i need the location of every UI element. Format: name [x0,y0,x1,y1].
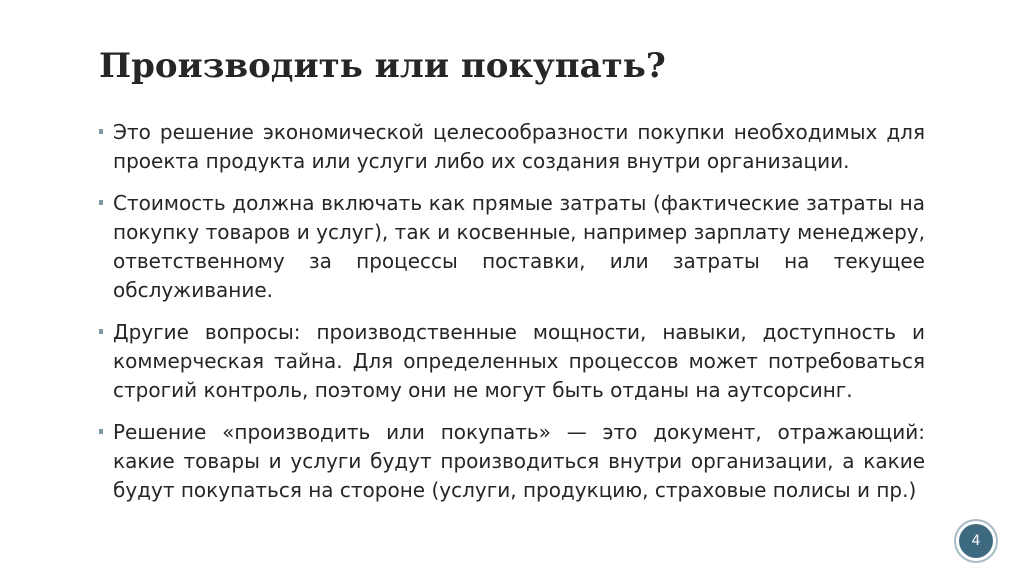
slide-title: Производить или покупать? [99,46,666,86]
bullet-marker-icon [99,329,103,334]
bullet-item [99,118,925,176]
bullet-text: Стоимость должна включать как прямые затраты (фактические затраты на покупку товаров и услуг), так и косвенные, например зарплату менеджеру, ответственному за процессы поставки, или затраты на текущее обслуживание. [113,191,925,302]
bullet-text: Решение «производить или покупать» — это документ, отражающий: какие товары и услуги будут производиться внутри организации, а какие будут покупаться на стороне (услуги, продукцию, страховые полисы и пр.) [113,420,925,502]
bullet-marker-icon [99,200,103,205]
bullet-marker-icon [99,429,103,434]
bullet-item [99,189,925,305]
bullet-text: Это решение экономической целесообразности покупки необходимых для проекта продукта или услуги либо их создания внутри организации. [113,120,925,173]
slide-body [99,118,925,518]
bullet-marker-icon [99,129,103,134]
bullet-list [99,118,925,505]
page-number-badge [959,524,993,558]
bullet-item [99,418,925,505]
bullet-item [99,318,925,405]
page-number: 4 [971,533,981,549]
bullet-text: Другие вопросы: производственные мощности, навыки, доступность и коммерческая тайна. Для определенных процессов может потребоваться строгий контроль, поэтому они не могут быть отданы на аутсорсинг. [113,320,925,402]
